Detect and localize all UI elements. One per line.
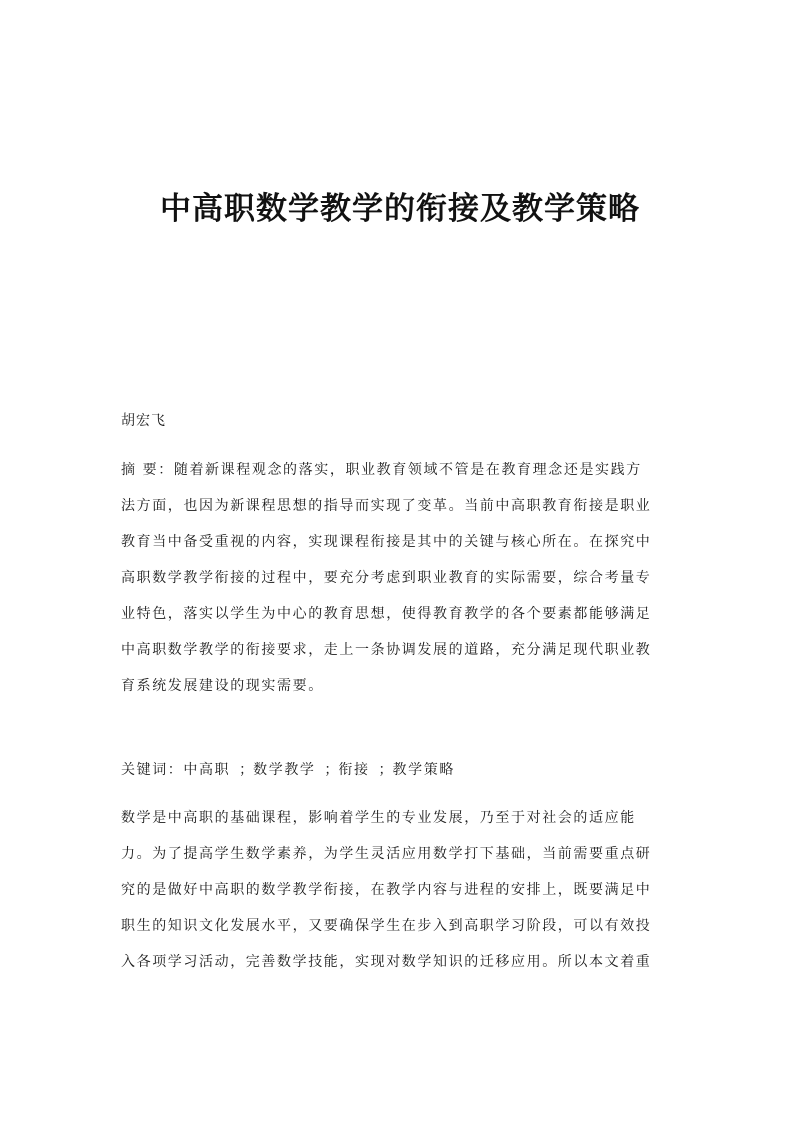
abstract-line: 高职数学教学衔接的过程中，要充分考虑到职业教育的实际需要，综合考量专 [121, 570, 652, 586]
body-line: 究的是做好中高职的数学教学衔接，在教学内容与进程的安排上，既要满足中 [121, 882, 652, 898]
abstract-line: 法方面，也因为新课程思想的指导而实现了变革。当前中高职教育衔接是职业 [121, 498, 652, 514]
body-line: 入各项学习活动，完善数学技能，实现对数学知识的迁移应用。所以本文着重 [121, 954, 652, 970]
keywords-label: 关键词： [121, 762, 184, 778]
keyword-separator: ； [369, 762, 393, 778]
keywords-section [121, 752, 681, 788]
body-paragraph [121, 800, 681, 980]
abstract-line: 中高职数学教学的衔接要求，走上一条协调发展的道路，充分满足现代职业教 [121, 642, 652, 658]
abstract-section [121, 452, 681, 704]
body-line: 数学是中高职的基础课程，影响着学生的专业发展，乃至于对社会的适应能 [121, 810, 636, 826]
keyword-separator: ； [230, 762, 254, 778]
body-line: 职生的知识文化发展水平，又要确保学生在步入到高职学习阶段，可以有效投 [121, 918, 652, 934]
abstract-line: 育系统发展建设的现实需要。 [121, 678, 324, 694]
abstract-line: 业特色，落实以学生为中心的教育思想，使得教育教学的各个要素都能够满足 [121, 606, 652, 622]
author-name: 胡宏飞 [121, 413, 166, 429]
body-line: 力。为了提高学生数学素养，为学生灵活应用数学打下基础，当前需要重点研 [121, 846, 652, 862]
keyword-item: 中高职 [183, 762, 231, 778]
keyword-item: 数学教学 [253, 762, 316, 778]
page-title: 中高职数学教学的衔接及教学策略 [160, 191, 640, 227]
keyword-separator: ； [315, 762, 339, 778]
keyword-item: 衔接 [338, 762, 370, 778]
keyword-item: 教学策略 [392, 762, 455, 778]
abstract-line: 教育当中备受重视的内容，实现课程衔接是其中的关键与核心所在。在探究中 [121, 534, 652, 550]
keywords-line [121, 752, 681, 788]
abstract-line: 摘 要：随着新课程观念的落实，职业教育领域不管是在教育理念还是实践方 [121, 462, 642, 478]
